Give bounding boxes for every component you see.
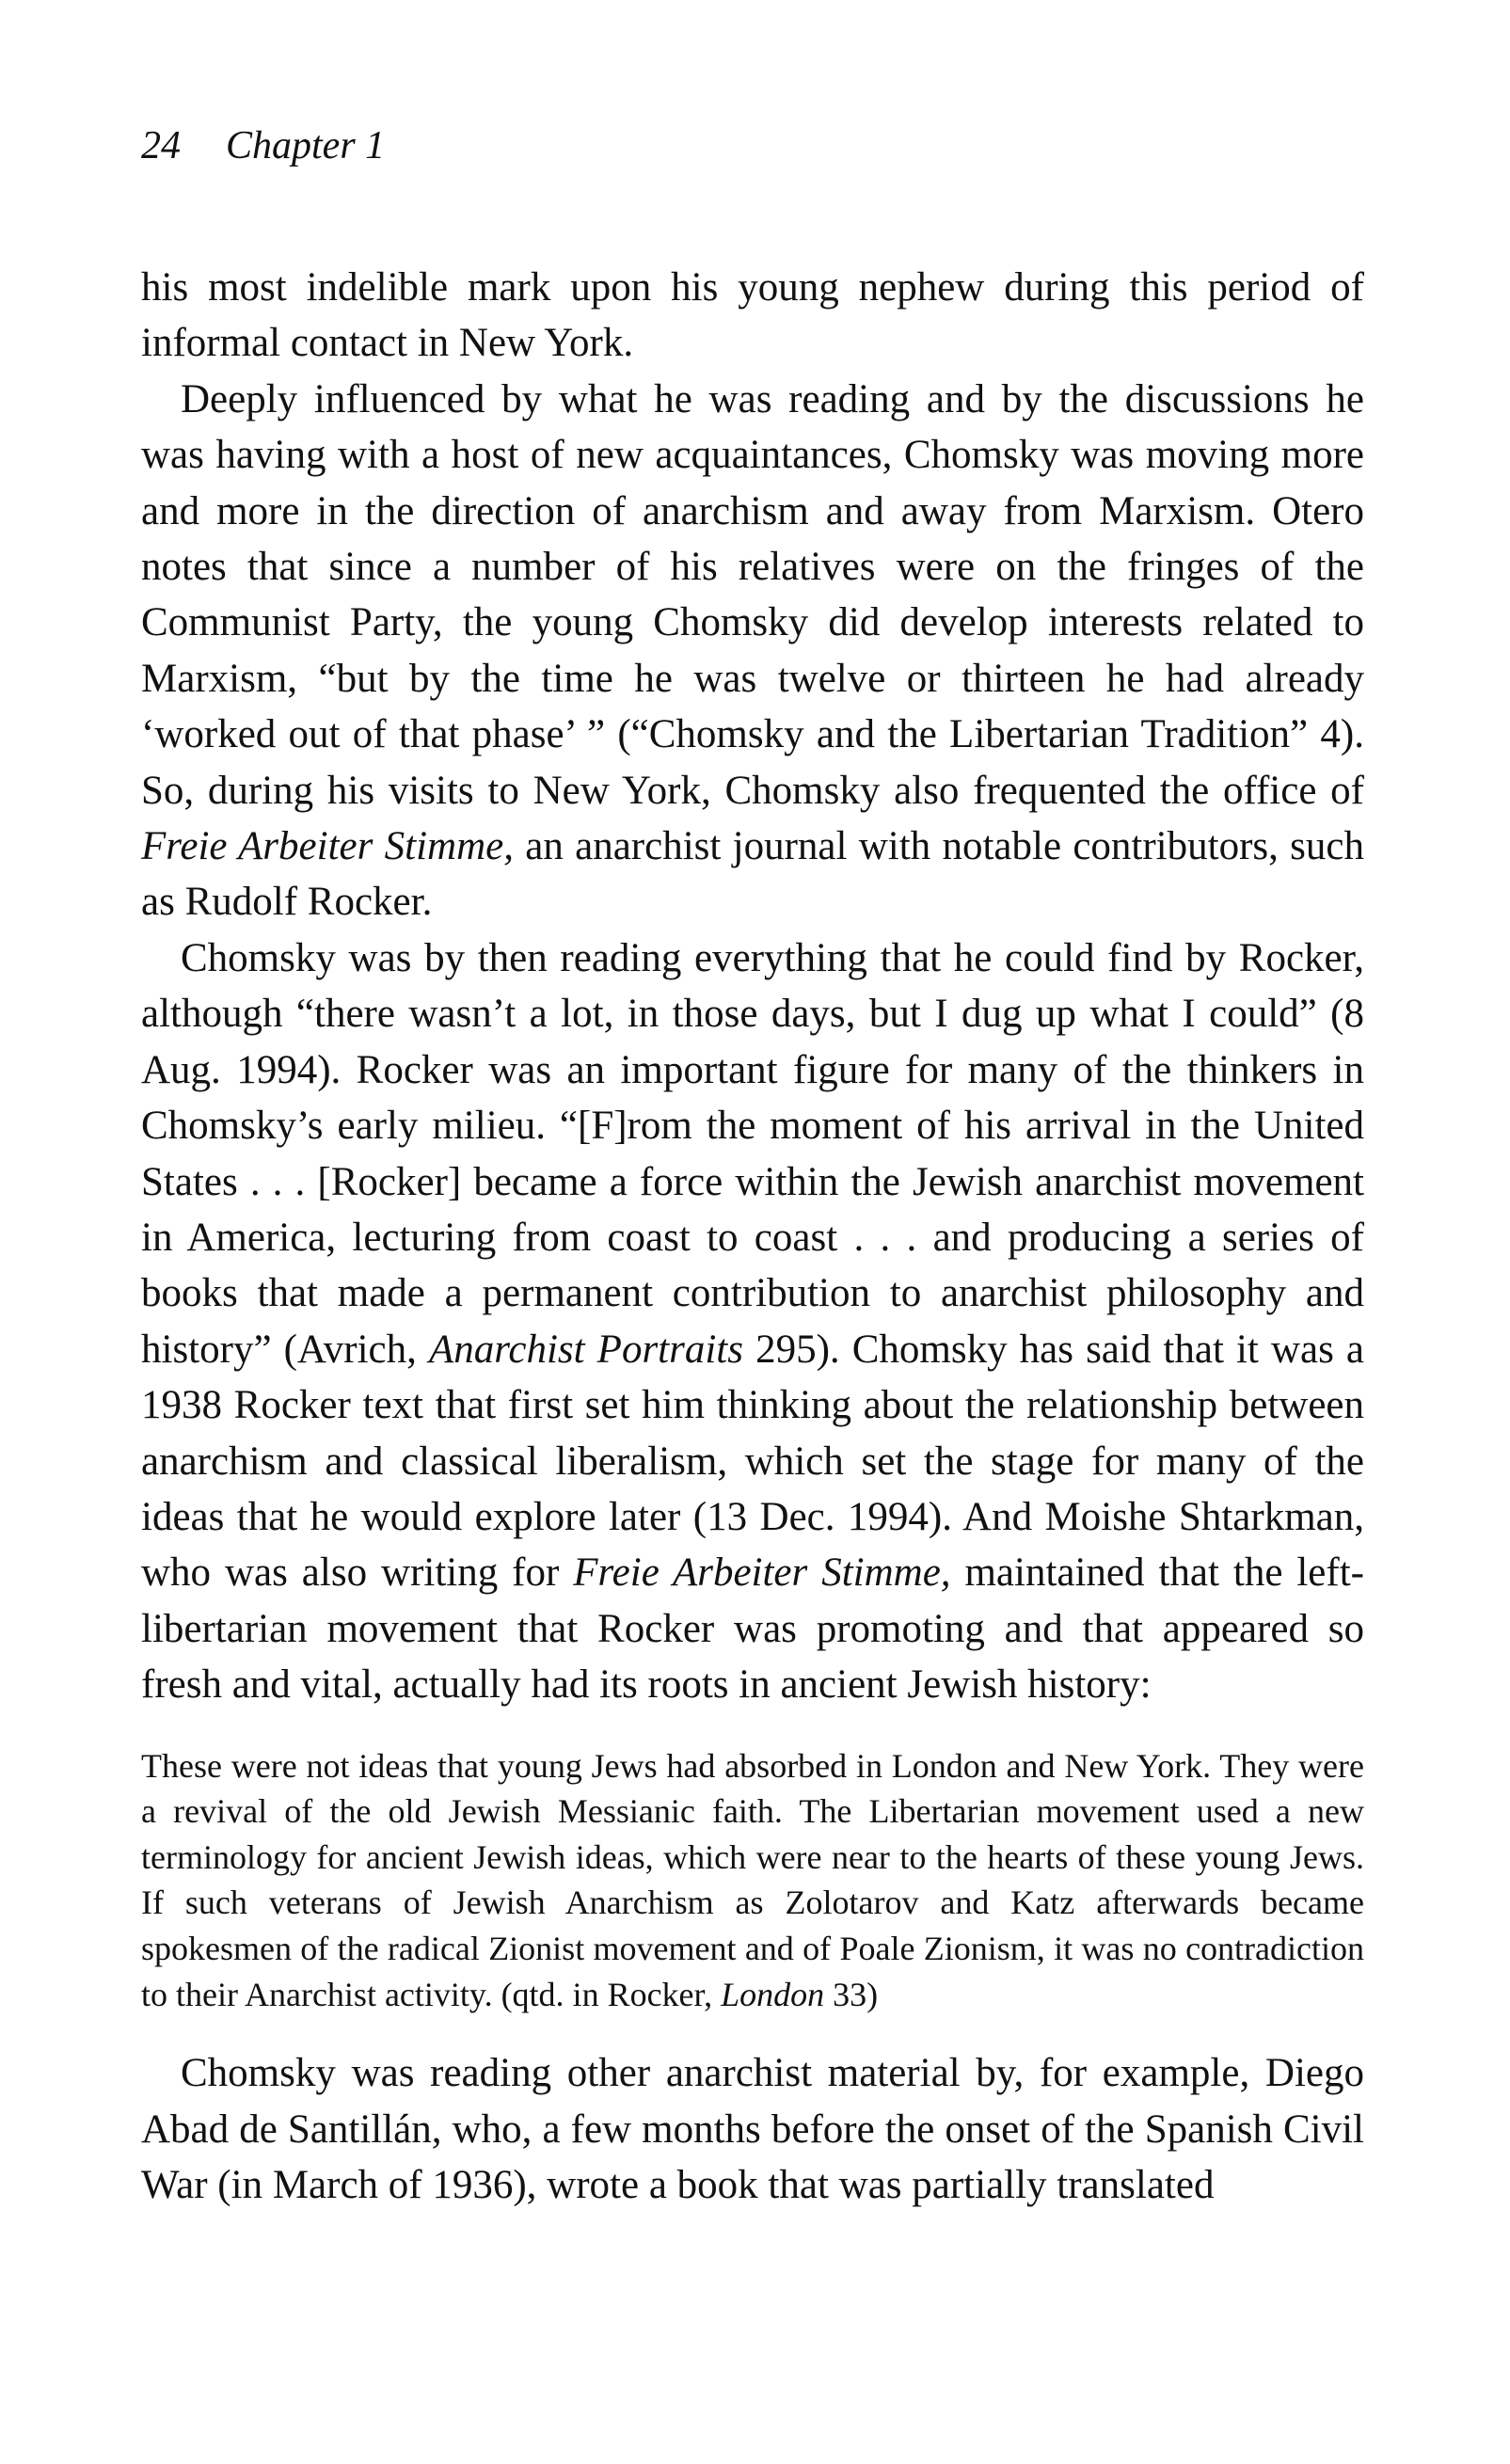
paragraph-anarchism bbox=[141, 372, 1364, 930]
paragraph-text: 295). Chomsky has said that it was a 1938 Rocker text that first set him thinking about the relationship between anarchism and classical liberalism, which set the stage for many of the ideas that he would explore later (13 Dec. 1994). And Moishe Shtarkman, who was also writing for bbox=[141, 1327, 1364, 1596]
paragraph-rocker bbox=[141, 930, 1364, 1713]
book-title: Anarchist Portraits bbox=[428, 1327, 743, 1372]
quote-text: These were not ideas that young Jews had absorbed in London and New York. They were a revival of the old Jewish Messianic faith. The Libertarian movement used a new terminology for ancient Jewish ideas, which were near to the hearts of these young Jews. If such veterans of Jewish Anarchism as Zolotarov and Katz afterwards became spokesmen of the radical Zionist movement and of Poale Zionism, it was no contradiction to their Anarchist activity. (qtd. in Rocker, bbox=[141, 1746, 1364, 2013]
journal-title: Freie Arbeiter Stimme, bbox=[141, 824, 514, 869]
paragraph-continued bbox=[141, 260, 1364, 372]
book-page bbox=[141, 122, 1364, 2213]
paragraph-text: Chomsky was reading other anarchist material by, for example, Diego Abad de Santillán, who, a few months before the onset of the Spanish Civil War (in March of 1936), wrote a book that was partially translated bbox=[141, 2051, 1364, 2207]
paragraph-text: his most indelible mark upon his young nephew during this period of informal contact in New York. bbox=[141, 265, 1364, 366]
running-head bbox=[141, 122, 1364, 169]
quote-text: 33) bbox=[824, 1975, 879, 2013]
paragraph-santillan bbox=[141, 2045, 1364, 2213]
paragraph-text: Chomsky was by then reading everything that he could find by Rocker, although “there wasn’t a lot, in those days, but I dug up what I could” (8 Aug. 1994). Rocker was an important figure for many of the thinkers in Chomsky’s early milieu. “[F]rom the moment of his arrival in the United States . . . [Rocker] became a force within the Jewish anarchist movement in America, lecturing from coast to coast . . . and producing a series of books that made a permanent contribution to anarchist philosophy and history” (Avrich, bbox=[141, 935, 1364, 1372]
journal-title: Freie Arbeiter Stimme, bbox=[573, 1550, 951, 1596]
page-number: 24 bbox=[141, 124, 181, 167]
paragraph-text: Deeply influenced by what he was reading and by the discussions he was having with a host of new acquaintances, Chomsky was moving more and more in the direction of anarchism and away from Marxism. Otero notes that since a number of his relatives were on the fringes of the Communist Party, the young Chomsky did develop interests related to Marxism, “but by the time he was twelve or thirteen he had already ‘worked out of that phase’ ” (“Chomsky and the Libertarian Tradition” 4). So, during his visits to New York, Chomsky also frequented the office of bbox=[141, 376, 1364, 813]
book-title: London bbox=[721, 1975, 825, 2013]
paragraph-text: an anarchist journal with notable contributors, such as Rudolf Rocker. bbox=[141, 824, 1364, 925]
block-quote bbox=[141, 1743, 1364, 2018]
chapter-title: Chapter 1 bbox=[226, 124, 386, 167]
paragraph-text: maintained that the left-libertarian movement that Rocker was promoting and that appeared so fresh and vital, actually had its roots in ancient Jewish history: bbox=[141, 1550, 1364, 1708]
